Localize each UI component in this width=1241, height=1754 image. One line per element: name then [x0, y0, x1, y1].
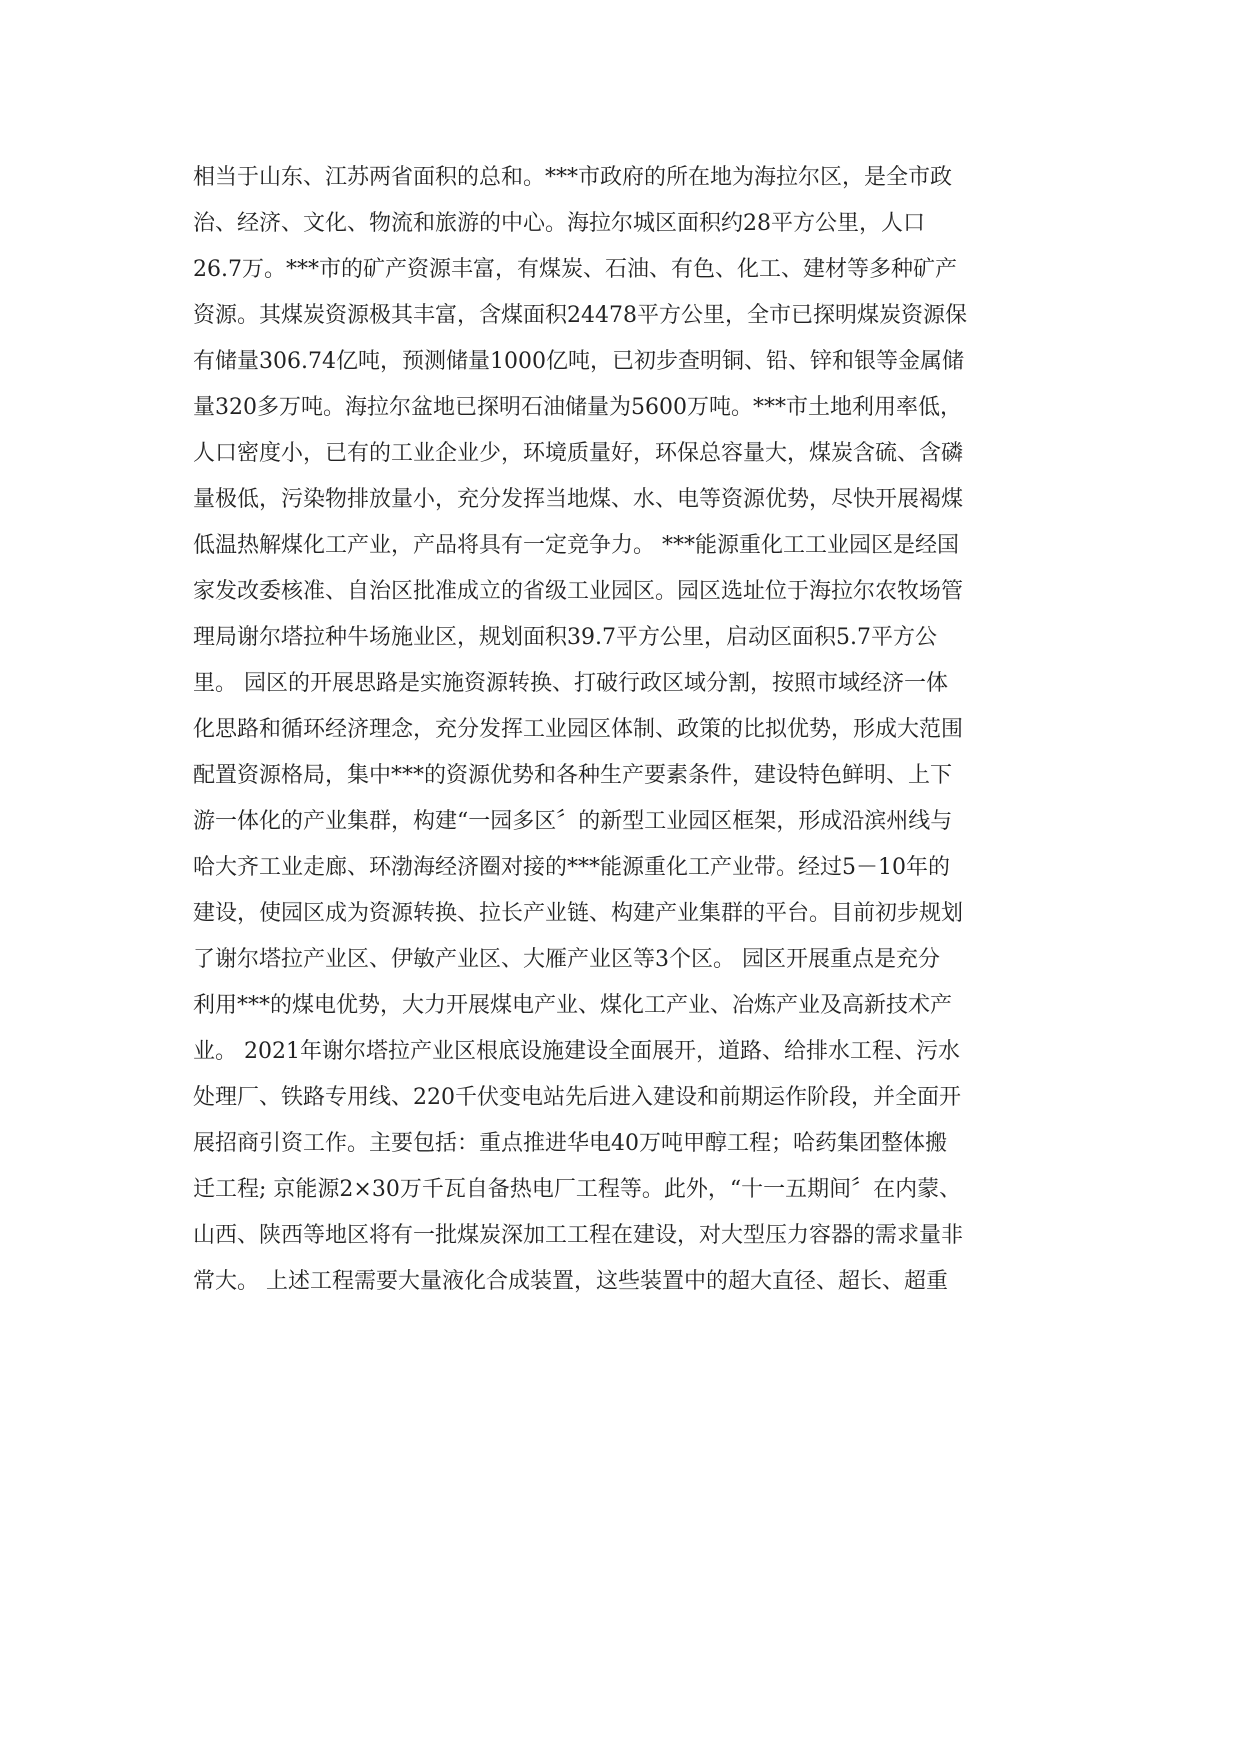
text-line: 家发改委核准、自治区批准成立的省级工业园区。园区选址位于海拉尔农牧场管	[193, 579, 964, 604]
text-line: 26.7万。***市的矿产资源丰富，有煤炭、石油、有色、化工、建材等多种矿产	[193, 257, 957, 282]
text-line: 量极低，污染物排放量小，充分发挥当地煤、水、电等资源优势，尽快开展褐煤	[193, 487, 964, 512]
text-line: 游一体化的产业集群，构建“一园多区〞的新型工业园区框架，形成沿滨州线与	[193, 809, 953, 834]
text-line: 建设，使园区成为资源转换、拉长产业链、构建产业集群的平台。目前初步规划	[193, 901, 964, 926]
text-line: 人口密度小，已有的工业企业少，环境质量好，环保总容量大，煤炭含硫、含磷	[193, 441, 964, 466]
text-line: 量320多万吨。海拉尔盆地已探明石油储量为5600万吨。***市土地利用率低，	[193, 395, 962, 420]
text-line: 山西、陕西等地区将有一批煤炭深加工工程在建设，对大型压力容器的需求量非	[193, 1223, 964, 1248]
text-line: 资源。其煤炭资源极其丰富，含煤面积24478平方公里，全市已探明煤炭资源保	[193, 303, 967, 328]
text-line: 业。 2021年谢尔塔拉产业区根底设施建设全面展开，道路、给排水工程、污水	[193, 1039, 960, 1064]
text-line: 处理厂、铁路专用线、220千伏变电站先后进入建设和前期运作阶段，并全面开	[193, 1085, 961, 1110]
text-line: 治、经济、文化、物流和旅游的中心。海拉尔城区面积约28平方公里，人口	[193, 211, 925, 236]
text-line: 理局谢尔塔拉种牛场施业区，规划面积39.7平方公里，启动区面积5.7平方公	[193, 625, 937, 650]
text-line: 展招商引资工作。主要包括：重点推进华电40万吨甲醇工程；哈药集团整体搬	[193, 1131, 947, 1156]
text-line: 常大。 上述工程需要大量液化合成装置，这些装置中的超大直径、超长、超重	[193, 1269, 948, 1294]
text-line: 配置资源格局，集中***的资源优势和各种生产要素条件，建设特色鲜明、上下	[193, 763, 953, 788]
text-line: 了谢尔塔拉产业区、伊敏产业区、大雁产业区等3个区。 园区开展重点是充分	[193, 947, 940, 972]
text-line: 相当于山东、江苏两省面积的总和。***市政府的所在地为海拉尔区，是全市政	[193, 165, 953, 190]
text-line: 利用***的煤电优势，大力开展煤电产业、煤化工产业、冶炼产业及高新技术产	[193, 993, 953, 1018]
body-text	[193, 155, 1053, 1305]
text-line: 低温热解煤化工产业，产品将具有一定竞争力。 ***能源重化工工业园区是经国	[193, 533, 959, 558]
text-line: 有储量306.74亿吨，预测储量1000亿吨，已初步查明铜、铅、锌和银等金属储	[193, 349, 964, 374]
text-line: 迁工程; 京能源2×30万千瓦自备热电厂工程等。此外，“十一五期间〞在内蒙、	[193, 1177, 962, 1202]
text-line: 化思路和循环经济理念，充分发挥工业园区体制、政策的比拟优势，形成大范围	[193, 717, 964, 742]
text-line: 里。 园区的开展思路是实施资源转换、打破行政区域分割，按照市域经济一体	[193, 671, 948, 696]
text-line: 哈大齐工业走廊、环渤海经济圈对接的***能源重化工产业带。经过5－10年的	[193, 855, 950, 880]
